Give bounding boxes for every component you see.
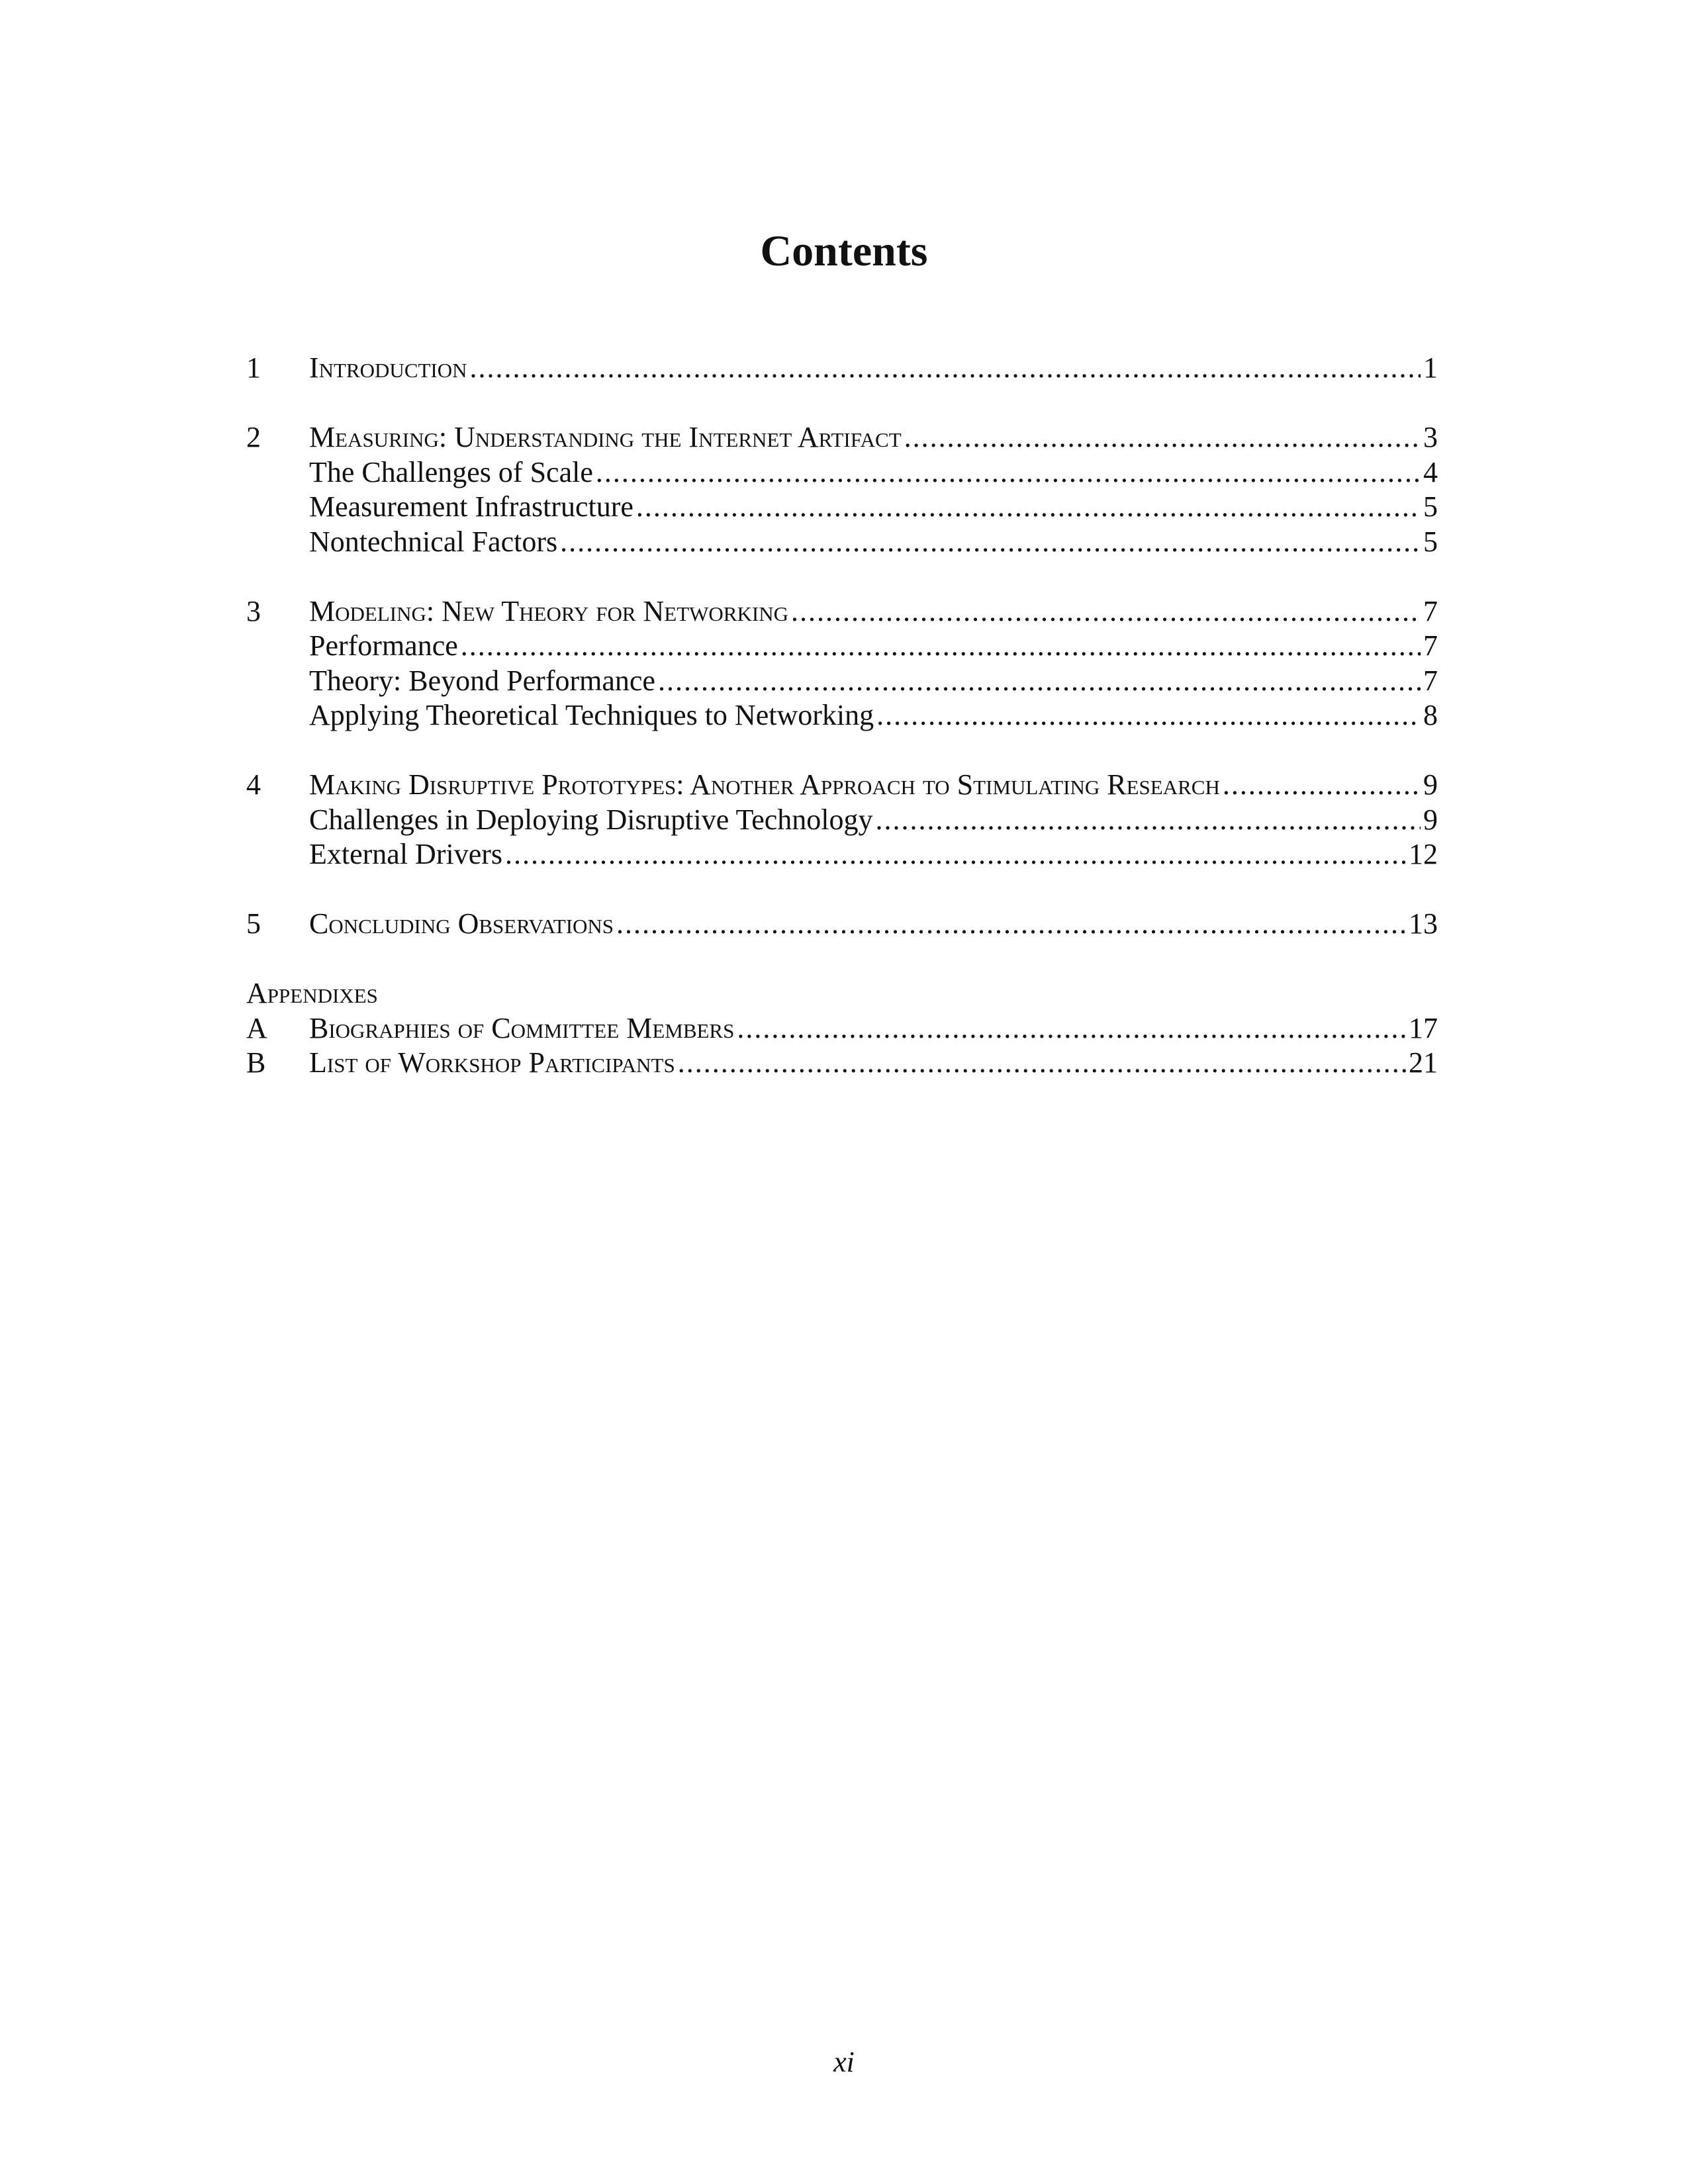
dot-leader bbox=[678, 1046, 1406, 1081]
appendix-letter: A bbox=[246, 1011, 267, 1044]
page-number: 5 bbox=[1423, 525, 1438, 558]
toc-chapter-2[interactable] bbox=[246, 420, 1438, 455]
section-title: External Drivers bbox=[309, 838, 502, 870]
dot-leader bbox=[876, 698, 1421, 733]
chapter-number: 4 bbox=[246, 768, 261, 801]
page-title: Contents bbox=[760, 227, 928, 275]
page-number: 5 bbox=[1423, 490, 1438, 523]
section-title: Nontechnical Factors bbox=[309, 525, 558, 558]
page-number: 17 bbox=[1409, 1011, 1438, 1044]
dot-leader bbox=[737, 1011, 1406, 1046]
page-number: 13 bbox=[1409, 907, 1438, 940]
section-title: Measurement Infrastructure bbox=[309, 490, 633, 523]
page-number: 1 bbox=[1423, 351, 1438, 384]
chapter-number: 2 bbox=[246, 421, 261, 453]
dot-leader bbox=[636, 490, 1421, 525]
toc-appendix-b[interactable] bbox=[246, 1046, 1438, 1081]
page-number: 21 bbox=[1409, 1046, 1438, 1079]
dot-leader bbox=[616, 907, 1406, 942]
section-title: Challenges in Deploying Disruptive Technology bbox=[309, 803, 873, 836]
toc-chapter-1[interactable] bbox=[246, 351, 1438, 386]
dot-leader bbox=[1223, 768, 1421, 803]
toc-appendix-a[interactable] bbox=[246, 1011, 1438, 1046]
section-title: Theory: Beyond Performance bbox=[309, 664, 655, 697]
page-number: 9 bbox=[1423, 768, 1438, 801]
page-number: 4 bbox=[1423, 455, 1438, 488]
toc-section[interactable] bbox=[246, 455, 1438, 490]
chapter-title: Modeling: New Theory for Networking bbox=[309, 594, 788, 627]
dot-leader bbox=[596, 455, 1421, 490]
toc-section[interactable] bbox=[246, 837, 1438, 872]
section-title: Applying Theoretical Techniques to Networking bbox=[309, 699, 874, 731]
page-number: 8 bbox=[1423, 699, 1438, 731]
dot-leader bbox=[560, 525, 1421, 560]
dot-leader bbox=[461, 629, 1421, 664]
page-folio: xi bbox=[833, 2046, 855, 2078]
page-number: 7 bbox=[1423, 629, 1438, 662]
chapter-title: Making Disruptive Prototypes: Another Approach to Stimulating Research bbox=[309, 768, 1220, 801]
toc-chapter-4[interactable] bbox=[246, 768, 1438, 803]
appendix-letter: B bbox=[246, 1046, 266, 1079]
appendixes-heading bbox=[246, 976, 1438, 1011]
chapter-title: Measuring: Understanding the Internet Artifact bbox=[309, 421, 902, 453]
page-number: 7 bbox=[1423, 594, 1438, 627]
appendixes-heading-label: Appendixes bbox=[246, 977, 378, 1009]
chapter-number: 5 bbox=[246, 907, 261, 940]
table-of-contents bbox=[246, 351, 1438, 1081]
chapter-number: 3 bbox=[246, 594, 261, 627]
section-title: The Challenges of Scale bbox=[309, 455, 593, 488]
toc-section[interactable] bbox=[246, 664, 1438, 699]
chapter-title: Introduction bbox=[309, 351, 467, 384]
toc-chapter-3[interactable] bbox=[246, 594, 1438, 629]
dot-leader bbox=[505, 837, 1406, 872]
dot-leader bbox=[658, 664, 1421, 699]
page-number: 9 bbox=[1423, 803, 1438, 836]
toc-section[interactable] bbox=[246, 803, 1438, 838]
dot-leader bbox=[876, 803, 1421, 838]
page-number: 12 bbox=[1409, 838, 1438, 870]
page-number: 7 bbox=[1423, 664, 1438, 697]
toc-chapter-5[interactable] bbox=[246, 907, 1438, 942]
dot-leader bbox=[904, 420, 1421, 455]
dot-leader bbox=[470, 351, 1421, 386]
appendix-title: Biographies of Committee Members bbox=[309, 1011, 735, 1044]
toc-section[interactable] bbox=[246, 525, 1438, 560]
chapter-number: 1 bbox=[246, 351, 261, 384]
chapter-title: Concluding Observations bbox=[309, 907, 614, 940]
appendix-title: List of Workshop Participants bbox=[309, 1046, 675, 1079]
section-title: Performance bbox=[309, 629, 458, 662]
toc-section[interactable] bbox=[246, 629, 1438, 664]
page-number: 3 bbox=[1423, 421, 1438, 453]
dot-leader bbox=[791, 594, 1421, 629]
toc-section[interactable] bbox=[246, 698, 1438, 733]
toc-section[interactable] bbox=[246, 490, 1438, 525]
